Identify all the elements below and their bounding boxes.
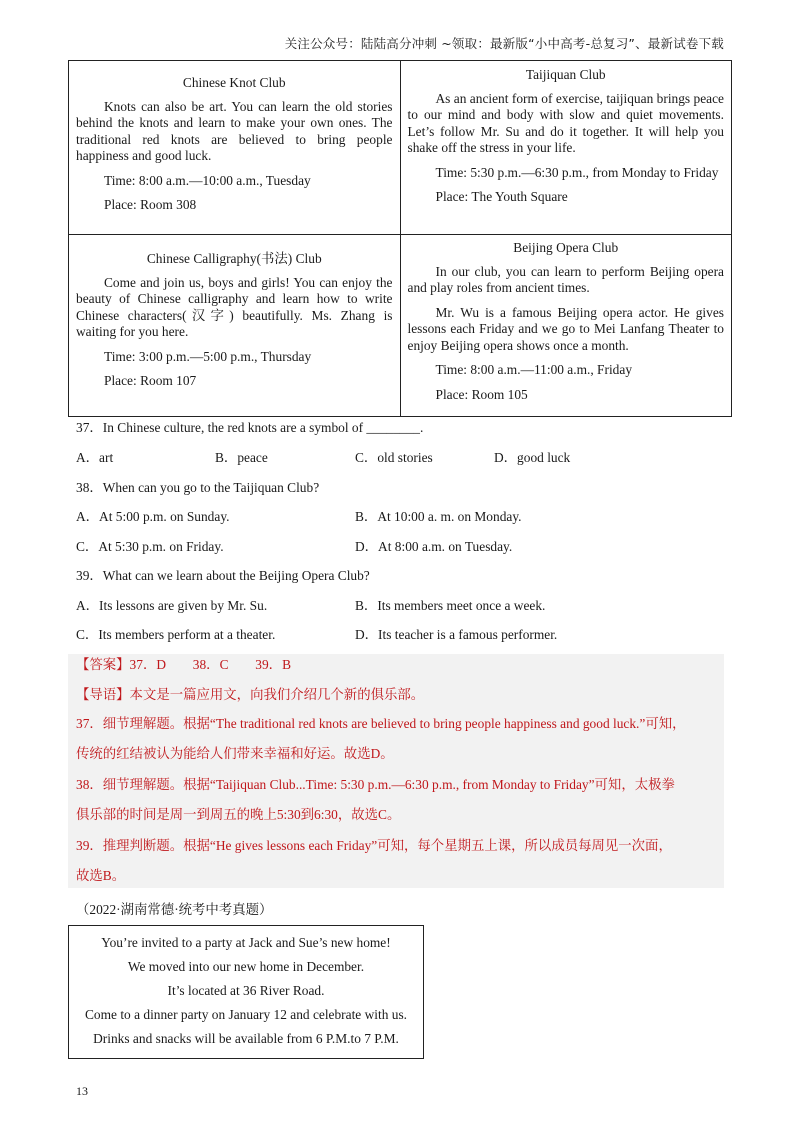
explanation-37-line2: 传统的红结被认为能给人们带来幸福和好运。故选D。 [76,746,394,761]
club-cell-taijiquan [400,61,732,235]
page-number: 13 [76,1084,88,1098]
club-time: Time: 8:00 a.m.—10:00 a.m., Tuesday [104,172,311,188]
answer-explanation-box [68,654,724,888]
club-place: Place: The Youth Square [435,189,568,204]
club-title: Chinese Knot Club [182,75,286,90]
invitation-line: Come to a dinner party on January 12 and celebrate with us. [84,1007,408,1022]
club-cell-chinese-knot [69,61,401,235]
club-time: Time: 3:00 p.m.—5:00 p.m., Thursday [104,348,312,364]
option-39-b: B．Its members meet once a week. [355,598,546,613]
explanation-39-line1: 39．推理判断题。根据“He gives lessons each Friday”可知，每个星期五上课，所以成员每周见一次面， [76,838,672,853]
club-time: Time: 5:30 p.m.—6:30 p.m., from Monday to Friday [435,164,719,180]
answer-intro: 【导语】本文是一篇应用文，向我们介绍几个新的俱乐部。 [76,687,425,702]
club-time: Time: 8:00 a.m.—11:00 a.m., Friday [435,362,633,377]
club-place: Place: Room 105 [435,386,528,402]
invitation-line: You’re invited to a party at Jack and Sue’s new home! [101,935,391,950]
explanation-39-line2: 故选B。 [76,868,126,883]
question-37: 37．In Chinese culture, the red knots are a symbol of ________. [76,420,424,435]
option-39-c: C．Its members perform at a theater. [76,627,276,642]
option-38-d: D．At 8:00 a.m. on Tuesday. [355,539,513,554]
explanation-38-line2: 俱乐部的时间是周一到周五的晚上5:30到6:30，故选C。 [76,807,401,822]
club-title: Taijiquan Club [525,67,606,82]
page-header: 关注公众号：陆陆高分冲刺 ~领取：最新版“小中高考-总复习”、最新试卷下载 [284,36,724,51]
club-description: Come and join us, boys and girls! You can enjoy the beauty of Chinese calligraphy and learn how to write Chinese characters(汉字) beautifully. Ms. Zhang is waiting for you here. [76,274,393,339]
source-note: （2022·湖南常德·统考中考真题） [76,902,273,917]
answer-key: 【答案】37．D 38．C 39．B [76,657,292,672]
explanation-37-line1: 37．细节理解题。根据“The traditional red knots are believed to bring people happiness and good luck.”可知， [76,716,686,731]
club-place: Place: Room 308 [104,197,197,212]
club-title: Beijing Opera Club [513,240,619,255]
club-title: Chinese Calligraphy(书法) Club [146,251,322,266]
club-description: As an ancient form of exercise, taijiquan brings peace to our mind and body with slow and quiet movements. Let’s follow Mr. Su and do it together. It will help you shake off the stress in your life. [407,90,724,155]
option-37-a: A．art [76,450,114,465]
club-description: Knots can also be art. You can learn the old stories behind the knots and learn to make your own ones. The traditional red knots are believed to bring people happiness and good luck. [76,98,393,163]
option-38-c: C．At 5:30 p.m. on Friday. [76,539,224,554]
clubs-table [68,60,732,417]
club-description-2: Mr. Wu is a famous Beijing opera actor. He gives lessons each Friday and we go to Mei Lanfang Theater to enjoy Beijing opera shows once a month. [407,304,724,353]
club-place: Place: Room 107 [104,373,197,388]
option-37-d: D．good luck [494,450,571,465]
invitation-line: It’s located at 36 River Road. [167,983,325,998]
option-37-c: C．old stories [355,450,433,465]
option-38-a: A．At 5:00 p.m. on Sunday. [76,509,230,524]
question-38: 38．When can you go to the Taijiquan Club? [76,480,320,495]
option-38-b: B．At 10:00 a. m. on Monday. [355,509,522,524]
club-cell-calligraphy [69,235,401,417]
club-description: In our club, you can learn to perform Beijing opera and play roles from ancient times. [407,263,724,295]
invitation-line: Drinks and snacks will be available from 6 P.M.to 7 P.M. [93,1031,399,1046]
club-cell-beijing-opera [400,235,732,417]
option-37-b: B．peace [215,450,268,465]
option-39-d: D．Its teacher is a famous performer. [355,627,558,642]
option-39-a: A．Its lessons are given by Mr. Su. [76,598,268,613]
invitation-box [68,925,424,1059]
explanation-38-line1: 38．细节理解题。根据“Taijiquan Club...Time: 5:30 p.m.—6:30 p.m., from Monday to Friday”可知，太极拳 [76,777,675,792]
question-39: 39．What can we learn about the Beijing Opera Club? [76,568,370,583]
invitation-line: We moved into our new home in December. [127,959,365,974]
